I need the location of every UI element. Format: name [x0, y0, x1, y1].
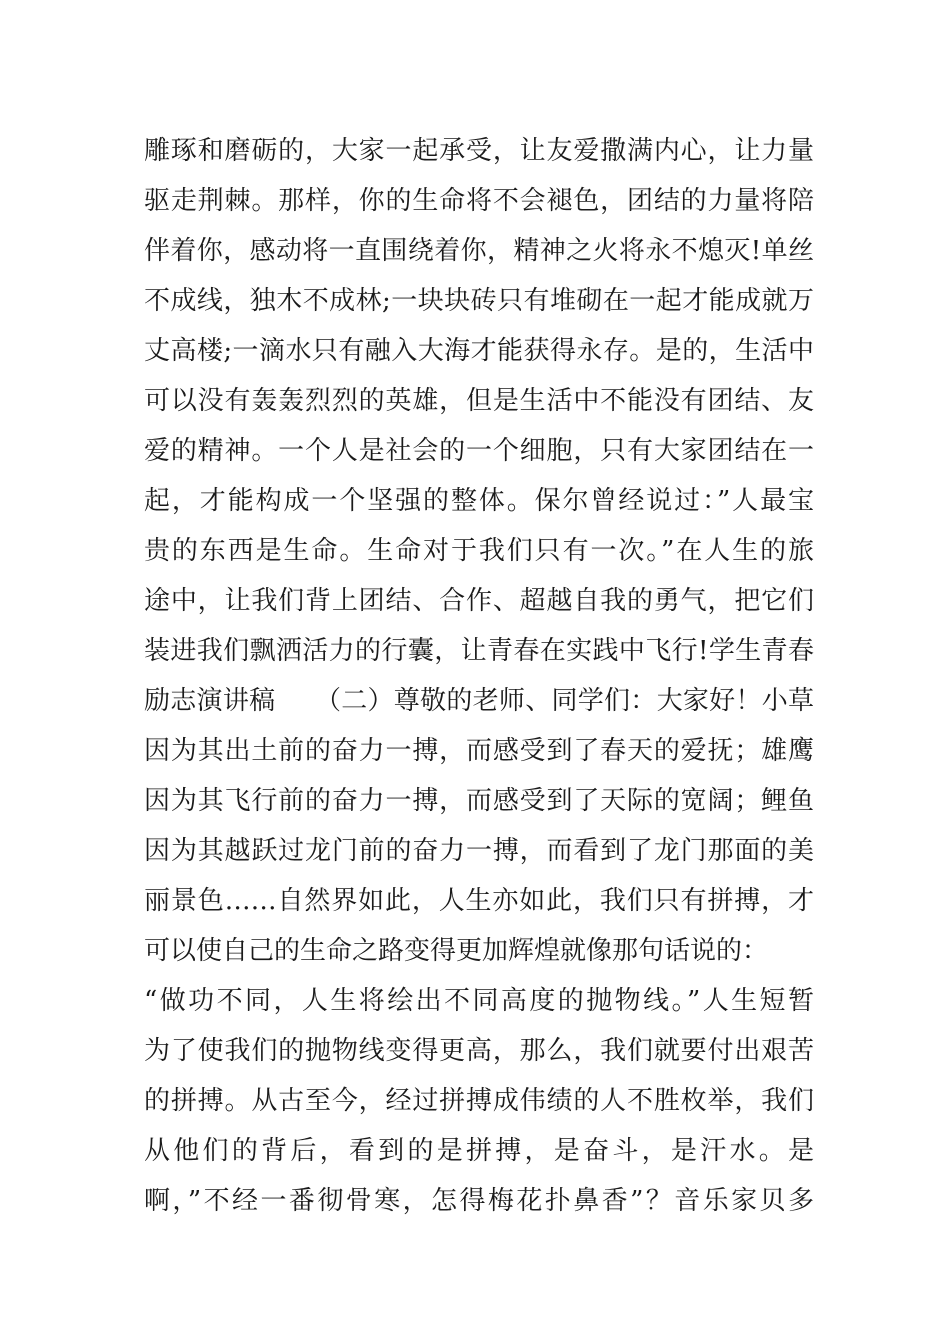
- text-line: 励志演讲稿 （二）尊敬的老师、同学们：大家好！小草: [144, 686, 814, 716]
- document-body: [144, 126, 814, 1226]
- text-line: 啊，”不经一番彻骨寒，怎得梅花扑鼻香”？音乐家贝多: [144, 1186, 814, 1216]
- text-line: 伴着你，感动将一直围绕着你，精神之火将永不熄灭!单丝: [144, 236, 814, 266]
- text-line: 因为其越跃过龙门前的奋力一搏，而看到了龙门那面的美: [144, 836, 814, 866]
- text-line: 起，才能构成一个坚强的整体。保尔曾经说过：”人最宝: [144, 486, 814, 516]
- text-line: 可以没有轰轰烈烈的英雄，但是生活中不能没有团结、友: [144, 386, 814, 416]
- text-line: 的拼搏。从古至今，经过拼搏成伟绩的人不胜枚举，我们: [144, 1086, 814, 1116]
- text-line: 不成线，独木不成林;一块块砖只有堆砌在一起才能成就万: [144, 286, 814, 316]
- text-line: 雕琢和磨砺的，大家一起承受，让友爱撒满内心，让力量: [144, 136, 814, 166]
- text-line: “做功不同，人生将绘出不同高度的抛物线。”人生短暂: [144, 986, 814, 1016]
- text-line: 装进我们飘洒活力的行囊，让青春在实践中飞行!学生青春: [144, 636, 814, 666]
- text-line: 因为其飞行前的奋力一搏，而感受到了天际的宽阔；鲤鱼: [144, 786, 814, 816]
- text-line: 为了使我们的抛物线变得更高，那么，我们就要付出艰苦: [144, 1036, 814, 1066]
- text-line: 贵的东西是生命。生命对于我们只有一次。”在人生的旅: [144, 536, 814, 566]
- text-line: 因为其出土前的奋力一搏，而感受到了春天的爱抚；雄鹰: [144, 736, 814, 766]
- text-line: 丈高楼;一滴水只有融入大海才能获得永存。是的，生活中: [144, 336, 814, 366]
- text-line: 途中，让我们背上团结、合作、超越自我的勇气，把它们: [144, 586, 814, 616]
- text-line: 从他们的背后，看到的是拼搏，是奋斗，是汗水。是: [144, 1136, 814, 1166]
- text-line: 爱的精神。一个人是社会的一个细胞，只有大家团结在一: [144, 436, 814, 466]
- text-line: 可以使自己的生命之路变得更加辉煌就像那句话说的：: [144, 936, 769, 966]
- text-line: 丽景色……自然界如此，人生亦如此，我们只有拼搏，才: [144, 886, 814, 916]
- text-line: 驱走荆棘。那样，你的生命将不会褪色，团结的力量将陪: [144, 186, 814, 216]
